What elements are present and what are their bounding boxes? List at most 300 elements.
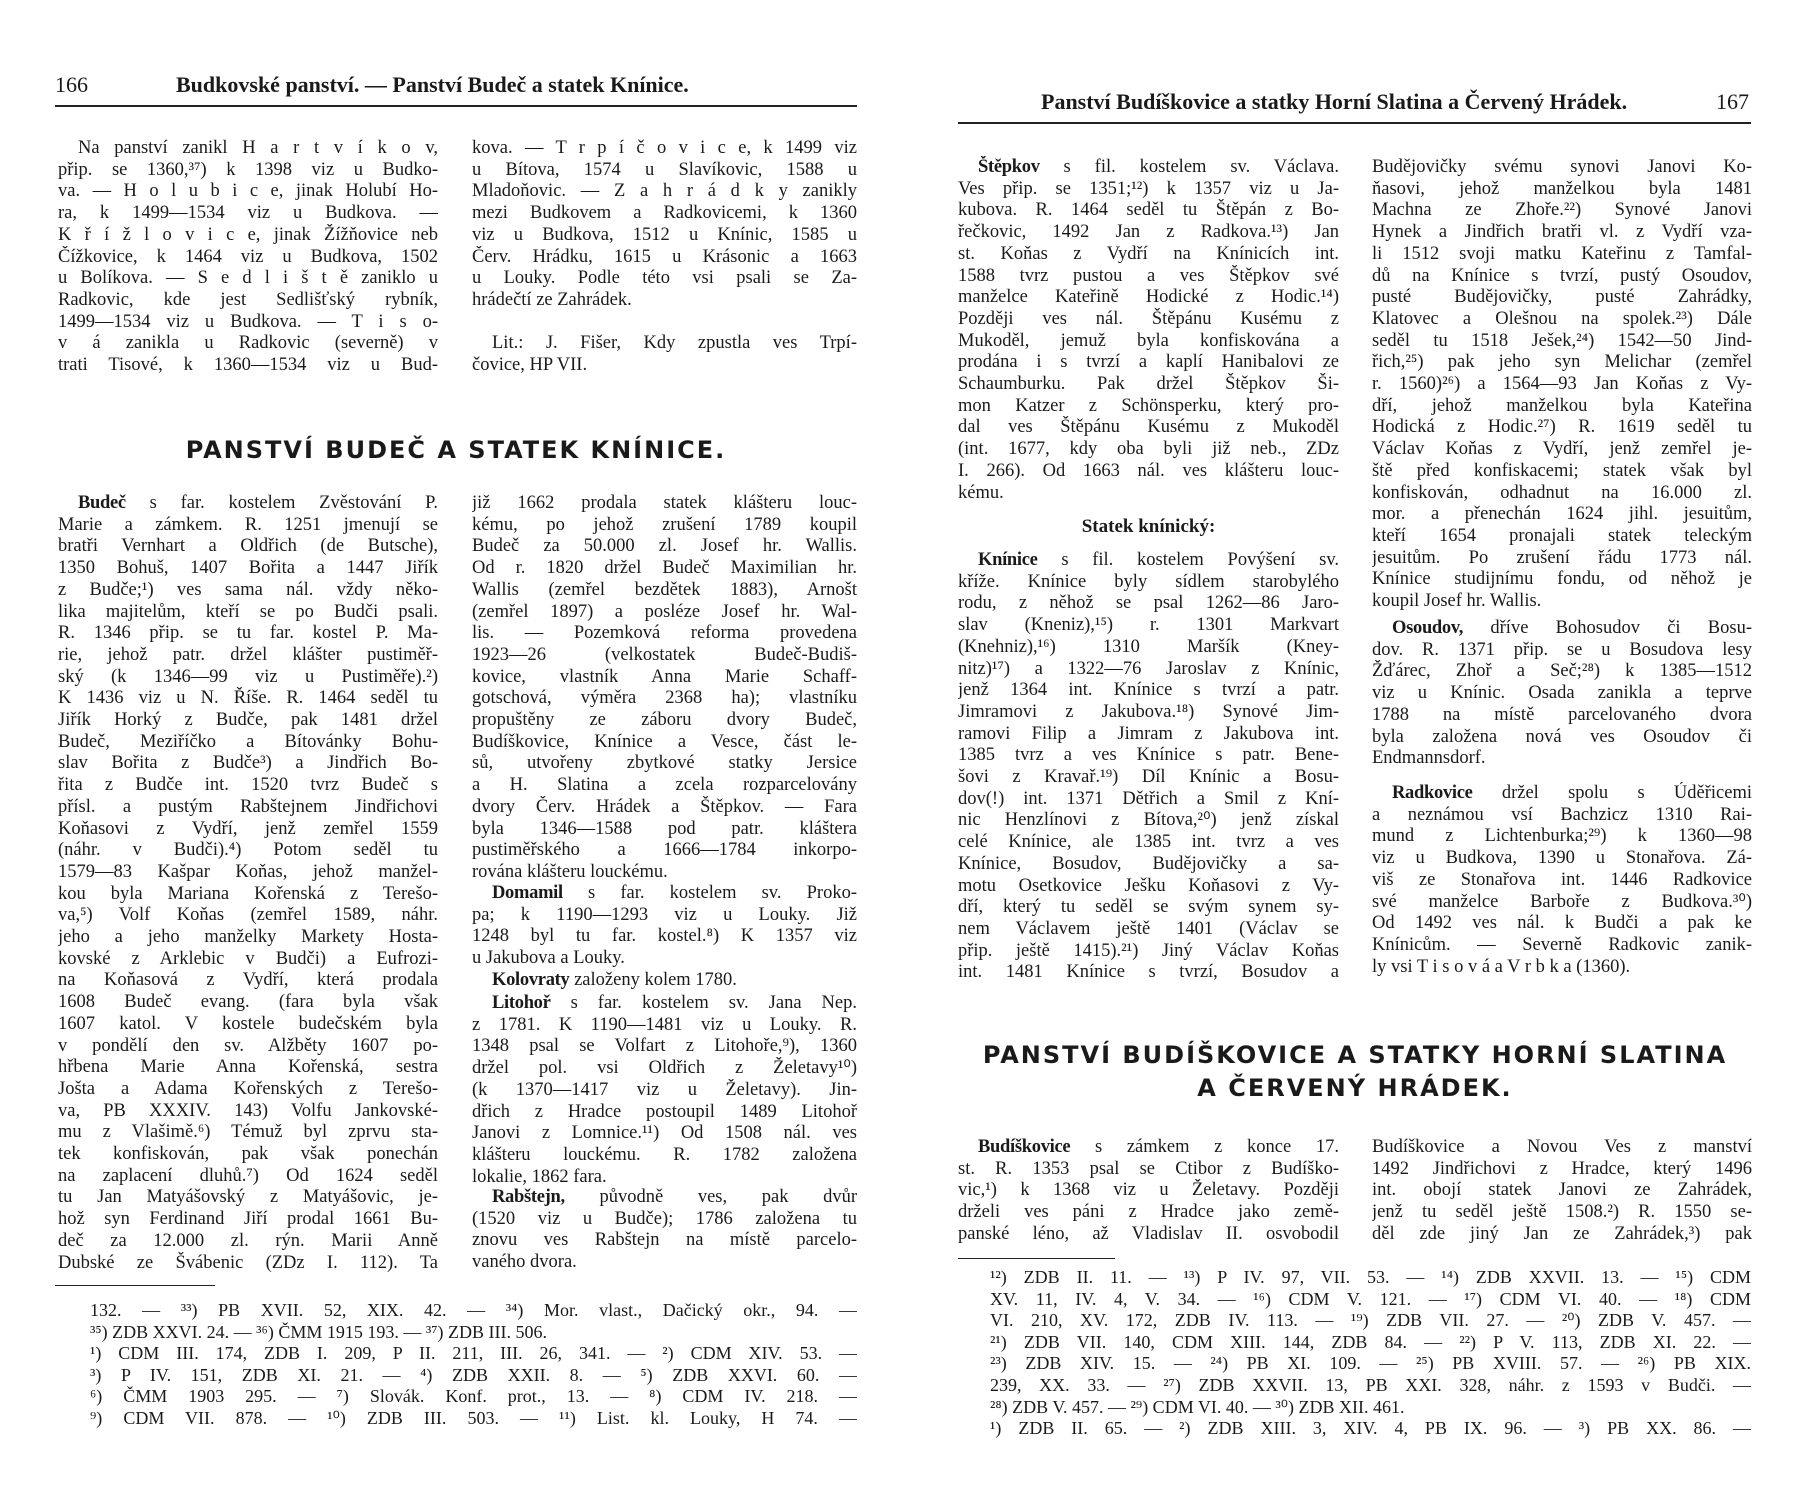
header-rule-right	[958, 122, 1751, 124]
text-line	[1372, 308, 1752, 330]
text-line	[958, 853, 1339, 875]
line-text: Budeč za 50.000 zl. Josef hr. Wallis.	[472, 536, 857, 557]
line-text: Knínice studijnímu fondu, od něhož je	[1372, 569, 1752, 590]
line-text: drželi ves páni z Hradce jako země-	[958, 1202, 1339, 1223]
text-line	[1372, 782, 1752, 804]
text-line	[1372, 1179, 1752, 1201]
text-line	[472, 644, 857, 666]
text-line	[958, 614, 1339, 636]
text-line	[958, 1158, 1339, 1180]
text-line	[958, 482, 1339, 504]
line-text: u Bolíkova. — S e d l i š t ě zaniklo u	[58, 268, 438, 289]
text-line	[958, 636, 1339, 658]
text-line	[1372, 482, 1752, 504]
page-number-right: 167	[1716, 89, 1749, 114]
footnote-line: VI. 210, XV. 172, ZDB IV. 113. — ¹⁹) ZDB VII. 27. — ²⁰) ZDB V. 457. —	[990, 1310, 1751, 1331]
line-text: hož syn Ferdinand Jiří prodal 1661 Bu-	[58, 1209, 438, 1230]
text-line	[1372, 199, 1752, 221]
line-text: přip. se 1360,³⁷) k 1398 viz u Budko-	[58, 159, 438, 180]
line-text: kteří 1654 pronajali statek teleckým	[1372, 525, 1752, 546]
footnote-line: ⁹) CDM VII. 878. — ¹⁰) ZDB III. 503. — ¹¹) List. kl. Louky, H 74. —	[90, 1408, 857, 1428]
text-line	[1372, 1201, 1752, 1223]
text-line	[58, 904, 438, 926]
text-line	[1372, 351, 1752, 373]
line-text: (int. 1677, kdy oba byli již neb., ZDz	[958, 439, 1339, 460]
text-line	[58, 1056, 438, 1078]
text-line	[58, 224, 438, 246]
text-line	[58, 492, 438, 514]
text-line	[958, 744, 1339, 766]
line-text: Václav Koňas z Vydří, jenž zemřel je-	[1372, 439, 1752, 460]
line-text: Jimramovi z Jakubova.¹⁸) Synové Jim-	[958, 701, 1339, 722]
line-text: vaného dvora.	[472, 1252, 577, 1273]
text-line	[472, 925, 857, 947]
footnote-line: XV. 11, IV. 4, V. 34. — ¹⁶) CDM V. 121. — ¹⁷) CDM VI. 40. — ¹⁸) CDM	[990, 1288, 1751, 1309]
text-line	[472, 289, 857, 311]
text-line	[958, 961, 1339, 983]
text-line	[958, 156, 1339, 178]
text-line	[1372, 460, 1752, 482]
text-line	[58, 1252, 438, 1274]
line-text: s far. kostelem sv. Proko-	[588, 883, 857, 903]
text-line	[958, 549, 1339, 571]
line-text: Mladoňovic. — Z a h r á d k y zanikly	[472, 181, 857, 202]
text-line	[58, 289, 438, 311]
text-line	[958, 1179, 1339, 1201]
text-line	[58, 969, 438, 991]
line-text: dří, jehož manželkou byla Kateřina	[1372, 395, 1752, 416]
text-line	[1372, 825, 1752, 847]
entry-heading: Domamil	[492, 883, 563, 903]
line-text: Ves přip. se 1351;¹²) k 1357 viz u Ja-	[958, 178, 1339, 199]
line-text: své manželce Barboře z Budkova.³⁰)	[1372, 891, 1752, 912]
line-text: šovi z Kravař.¹⁹) Díl Knínic a Bosu-	[958, 767, 1339, 787]
line-text: původně ves, pak dvůr	[599, 1187, 857, 1207]
text-line	[58, 1230, 438, 1252]
line-text: dřich z Hradce postoupil 1489 Litohoř	[472, 1101, 857, 1122]
line-text: Od 1492 ves nál. k Budči a pak ke	[1372, 913, 1752, 934]
line-text: znovu ves Rabštejn na místě parcelo-	[472, 1230, 857, 1251]
text-line	[958, 918, 1339, 940]
line-text: s far. kostelem sv. Jana Nep.	[570, 993, 857, 1013]
line-text: va. — H o l u b i c e, jinak Holubí Ho-	[58, 181, 438, 202]
line-text: bratři Vernhart a Oldřich (de Butsche),	[58, 536, 438, 557]
line-text: mon Katzer z Schönsperku, který pro-	[958, 395, 1339, 416]
line-text: gotschová, výměra 2368 ha); vlastníku	[472, 688, 857, 709]
text-line	[58, 311, 438, 333]
text-line	[472, 666, 857, 688]
text-line	[58, 1100, 438, 1122]
text-line	[472, 839, 857, 861]
line-text: lika majitelům, kteří se po Budči psali.	[58, 601, 438, 622]
line-text: Koňasovi z Vydří, jenž zemřel 1559	[58, 818, 438, 839]
text-line	[472, 752, 857, 774]
line-text: hřbena Marie Anna Kořenská, sestra	[58, 1057, 438, 1078]
text-line	[1372, 869, 1752, 891]
line-text: hrádečtí ze Zahrádek.	[472, 289, 632, 310]
text-line	[958, 1223, 1339, 1245]
text-line	[1372, 682, 1752, 704]
line-text: lis. — Pozemková reforma provedena	[472, 623, 857, 644]
text-line	[958, 831, 1339, 853]
line-text: Budeč, Meziříčko a Bítovánky Bohu-	[58, 731, 438, 752]
text-line	[472, 969, 857, 991]
footnote-line: ²¹) ZDB VII. 140, CDM XIII. 144, ZDB 84. — ²²) P V. 113, ZDB XI. 22. —	[990, 1331, 1751, 1352]
text-line	[58, 731, 438, 753]
line-text: Budíškovice, Knínice a Vesce, část le-	[472, 731, 857, 752]
line-text: děl zde jiný Jan ze Zahrádek,³) pak	[1372, 1223, 1752, 1244]
line-text: I. 266). Od 1663 nál. ves klášteru louc-	[958, 460, 1339, 481]
line-text: Schaumburku. Pak držel Štěpkov Ši-	[958, 374, 1339, 394]
line-text: Klatovec a Olešnou na spolek.²³) Dále	[1372, 308, 1752, 329]
text-line	[58, 1121, 438, 1143]
line-text: Endmannsdorf.	[1372, 748, 1486, 769]
text-line	[1372, 847, 1752, 869]
line-text: 1788 na místě parcelovaného dvora	[1372, 704, 1752, 725]
text-line	[958, 875, 1339, 897]
text-line	[1372, 934, 1752, 956]
text-line	[58, 137, 438, 159]
text-line	[472, 1101, 857, 1123]
text-line	[58, 622, 438, 644]
line-text: 1607 katol. V kostele budečském byla	[58, 1013, 438, 1034]
footnote-line: ⁶) ČMM 1903 295. — ⁷) Slovák. Konf. prot., 13. — ⁸) CDM IV. 218. —	[90, 1386, 857, 1407]
line-text: Později ves nál. Štěpánu Kusému z	[958, 308, 1339, 329]
text-line	[58, 1208, 438, 1230]
text-line	[1372, 156, 1752, 178]
text-line	[472, 687, 857, 709]
text-line	[472, 1186, 857, 1208]
line-text: dů na Knínice s tvrzí, pustý Osoudov,	[1372, 265, 1752, 286]
text-line	[1372, 547, 1752, 569]
text-line	[958, 416, 1339, 438]
line-text: Knínicům. — Severně Radkovic zanik-	[1372, 934, 1752, 955]
text-line	[1372, 956, 1752, 978]
line-text: (náhr. v Budči).⁴) Potom seděl tu	[58, 840, 438, 861]
text-line	[472, 1035, 857, 1057]
text-line	[472, 1079, 857, 1101]
line-text: přip. ještě 1415).²¹) Jiný Václav Koňas	[958, 940, 1339, 961]
text-line	[58, 601, 438, 623]
line-text: mund z Lichtenburka;²⁹) k 1360—98	[1372, 826, 1752, 847]
text-line	[1372, 178, 1752, 200]
line-text: prodána i s tvrzí a kaplí Hanibalovi ze	[958, 352, 1339, 373]
line-text: jesuitům. Po zrušení řádu 1773 nál.	[1372, 547, 1752, 568]
entry-heading: Radkovice	[1392, 783, 1473, 803]
text-line	[472, 1208, 857, 1230]
line-text: Radkovic, kde jest Sedlišťský rybník,	[58, 289, 438, 310]
footnote-line: ³) P IV. 151, ZDB XI. 21. — ⁴) ZDB XXII. 8. — ⁵) ZDB XXVI. 60. —	[90, 1364, 857, 1385]
footnote-line: ¹²) ZDB II. 11. — ¹³) P IV. 97, VII. 53. — ¹⁴) ZDB XXVII. 13. — ¹⁵) CDM	[990, 1267, 1751, 1287]
line-text: 1608 Budeč evang. (fara byla však	[58, 992, 438, 1013]
line-text: int. 1481 Knínice s tvrzí, Bosudov a	[958, 962, 1339, 983]
line-text: seděl tu 1518 Ješek,²⁴) 1542—50 Jind-	[1372, 330, 1752, 351]
text-line	[472, 818, 857, 840]
text-line	[472, 1144, 857, 1166]
line-text: Knínice, Bosudov, Budějovičky a sa-	[958, 853, 1339, 874]
text-line	[58, 1035, 438, 1057]
line-text: mezi Budkovem a Radkovicemi, k 1360	[472, 203, 857, 224]
line-text: založeny kolem 1780.	[574, 970, 737, 990]
line-text: v á zanikla u Radkovic (severně) v	[58, 333, 438, 354]
text-line	[58, 839, 438, 861]
line-text: kříže. Knínice byly sídlem starobylého	[958, 571, 1339, 592]
text-line	[958, 679, 1339, 701]
line-text: deč za 12.000 zl. rýn. Marii Anně	[58, 1230, 438, 1251]
text-line	[1372, 373, 1752, 395]
text-line	[1372, 286, 1752, 308]
line-text: propuštěny ze záboru dvory Budeč,	[472, 710, 857, 730]
line-text: R. 1346 přip. se tu far. kostel P. Ma-	[58, 623, 438, 644]
text-line	[958, 592, 1339, 614]
text-line	[472, 947, 857, 969]
footnote-rule-left	[55, 1285, 215, 1286]
text-line	[1372, 330, 1752, 352]
text-line	[1372, 747, 1752, 769]
text-line	[58, 557, 438, 579]
text-line	[58, 535, 438, 557]
text-line	[472, 246, 857, 268]
line-text: viz u Budkova, 1390 u Stonařova. Zá-	[1372, 848, 1752, 869]
text-line	[1372, 243, 1752, 265]
text-line	[58, 1013, 438, 1035]
line-text: držel spolu s Úděřicemi	[1501, 783, 1752, 803]
text-line	[958, 330, 1339, 352]
line-text: rována klášteru louckému.	[472, 861, 668, 882]
text-line	[1372, 660, 1752, 682]
line-text: kému, po jehož zrušení 1789 koupil	[472, 514, 857, 535]
line-text: Mukoděl, jemuž byla konfiskována a	[958, 330, 1339, 351]
line-text: konfiskován, odhadnut na 16.000 zl.	[1372, 482, 1752, 503]
subheading-statek-kninicky: Statek knínický:	[1081, 516, 1216, 537]
text-line	[58, 796, 438, 818]
line-text: Jiřík Horký z Budče, pak 1481 držel	[58, 710, 438, 730]
text-line	[472, 731, 857, 753]
entry-heading: Litohoř	[492, 993, 551, 1013]
text-line	[58, 514, 438, 536]
line-text: K 1436 viz u N. Říše. R. 1464 seděl tu	[58, 688, 438, 709]
text-line	[58, 180, 438, 202]
text-line	[58, 752, 438, 774]
line-text: Hodická z Hodic.²⁷) R. 1619 seděl tu	[1372, 417, 1752, 438]
line-text: st. R. 1353 psal se Ctibor z Budíško-	[958, 1158, 1339, 1179]
line-text: dov. R. 1371 přip. se u Bosudova lesy	[1372, 639, 1752, 660]
line-text: a neznámou vsí Bachzicz 1310 Rai-	[1372, 804, 1752, 825]
text-line	[58, 246, 438, 268]
line-text: přísl. a pustým Rabštejnem Jindřichovi	[58, 796, 438, 817]
line-text: ňasovi, jehož manželkou byla 1481	[1372, 178, 1752, 199]
line-text: koupil Josef hr. Wallis.	[1372, 591, 1542, 611]
line-text: řita z Budče int. 1520 tvrz Budeč s	[58, 775, 438, 796]
text-line	[58, 267, 438, 289]
line-text: ský (k 1346—99 viz u Pustiměře).²)	[58, 666, 438, 687]
line-text: pustiměřského a 1666—1784 inkorpo-	[472, 840, 857, 861]
text-line	[958, 351, 1339, 373]
line-text: (k 1370—1417 viz u Želetavy). Jin-	[472, 1079, 857, 1100]
text-line	[58, 883, 438, 905]
text-line	[58, 644, 438, 666]
text-line	[1372, 1158, 1752, 1180]
line-text: kou byla Mariana Kořenská z Terešo-	[58, 883, 438, 904]
line-text: rie, jehož patr. držel klášter pustiměř-	[58, 644, 438, 665]
text-line	[958, 265, 1339, 287]
line-text: tu Jan Matyášovský z Matyášovic, je-	[58, 1187, 438, 1208]
text-line	[58, 1165, 438, 1187]
line-text: Žďárec, Zhoř a Seč;²⁸) k 1385—1512	[1372, 661, 1752, 682]
line-text: Machna ze Zhoře.²²) Synové Janovi	[1372, 200, 1752, 221]
section-heading-budec: PANSTVÍ BUDEČ A STATEK KNÍNICE.	[185, 436, 727, 464]
line-text: K ř í ž l o v i c e, jinak Žížňovice neb	[58, 224, 438, 245]
line-text: ra, k 1499—1534 viz u Budkova. —	[58, 203, 438, 224]
line-text: dří, který tu seděl se svým synem sy-	[958, 897, 1339, 918]
line-text: kovice, vlastník Anna Marie Schaff-	[472, 666, 857, 687]
text-line	[958, 178, 1339, 200]
text-line	[58, 354, 438, 376]
line-text: r. 1560)²⁶) a 1564—93 Jan Koňas z Vy-	[1372, 374, 1752, 394]
entry-heading: Štěpkov	[978, 157, 1040, 177]
text-line	[58, 1078, 438, 1100]
text-line	[958, 243, 1339, 265]
line-text: (zemřel 1897) a posléze Josef hr. Wal-	[472, 601, 857, 622]
line-text: Červ. Hrádku, 1615 u Krásonic a 1663	[472, 246, 857, 267]
text-line	[958, 438, 1339, 460]
text-line	[58, 202, 438, 224]
text-line	[472, 514, 857, 536]
running-head-right: Panství Budíškovice a statky Horní Slatina a Červený Hrádek.	[1041, 89, 1628, 114]
text-line	[958, 701, 1339, 723]
line-text: jeho a jeho manželky Markety Hosta-	[58, 927, 438, 947]
line-text: klášteru louckému. R. 1782 založena	[472, 1144, 857, 1165]
line-text: 1923—26 (velkostatek Budeč-Budiš-	[472, 644, 857, 665]
text-line	[472, 557, 857, 579]
text-line	[958, 373, 1339, 395]
line-text: dříve Bohosudov či Bosu-	[1490, 618, 1752, 638]
line-text: viz u Budkova, 1512 u Knínic, 1585 u	[472, 224, 857, 245]
text-line	[58, 774, 438, 796]
line-text: sů, utvořeny zbytkové statky Jersice	[472, 753, 857, 774]
text-line	[1372, 891, 1752, 913]
line-text: s zámkem z konce 17.	[1094, 1137, 1339, 1157]
line-text: u Jakubova a Louky.	[472, 948, 625, 969]
text-line	[472, 861, 857, 883]
line-text: z Budče;¹) ves sama nál. vždy něko-	[58, 579, 438, 600]
text-line	[1372, 568, 1752, 590]
line-text: Lit.: J. Fišer, Kdy zpustla ves Trpí-	[492, 333, 857, 353]
text-line	[472, 137, 857, 159]
line-text: kovské z Arklebic v Budči) a Eufrozi-	[58, 948, 438, 969]
text-line	[1372, 1223, 1752, 1245]
line-text: kova. — T r p í č o v i c e, k 1499 viz	[472, 138, 857, 158]
line-text: s fil. kostelem Povýšení sv.	[1061, 550, 1339, 570]
text-line	[958, 1201, 1339, 1223]
line-text: ště před konfiskacemi; statek však byl	[1372, 460, 1752, 481]
line-text: a H. Slatina a zcela rozparcelovány	[472, 775, 857, 796]
line-text: mu z Vlašimě.⁶) Témuž byl zprvu sta-	[58, 1122, 438, 1143]
section-heading-budiskovice-line2: A ČERVENÝ HRÁDEK.	[1197, 1074, 1513, 1102]
text-line	[472, 202, 857, 224]
line-text: celé Knínice, ale 1385 int. tvrz a ves	[958, 832, 1339, 853]
line-text: držel pol. vsi Oldřich z Želetavy¹⁰)	[472, 1058, 857, 1079]
text-line	[472, 1122, 857, 1144]
line-text: motu Osetkovice Ješku Koňasovi z Vy-	[958, 875, 1339, 896]
text-line	[1372, 1136, 1752, 1158]
line-text: va, PB XXXIV. 143) Volfu Jankovské-	[58, 1100, 438, 1121]
line-text: čovice, HP VII.	[472, 354, 588, 375]
line-text: Wallis (zemřel bezdětek 1883), Arnošt	[472, 579, 857, 600]
footnote-line: ²⁸) ZDB V. 457. — ²⁹) CDM VI. 40. — ³⁰) ZDB XII. 461.	[990, 1396, 1405, 1417]
line-text: 1248 byl tu far. kostel.⁸) K 1357 viz	[472, 926, 857, 947]
text-line	[1372, 525, 1752, 547]
text-line	[958, 896, 1339, 918]
text-line	[1372, 726, 1752, 748]
text-line	[58, 666, 438, 688]
text-line	[472, 267, 857, 289]
footnote-line: ²³) ZDB XIV. 15. — ²⁴) PB XI. 109. — ²⁵) PB XVIII. 57. — ²⁶) PB XIX.	[990, 1353, 1751, 1374]
line-text: jenž 1364 int. Knínice s tvrzí a patr.	[958, 680, 1339, 701]
line-text: pusté Budějovičky, pusté Zahrádky,	[1372, 287, 1752, 308]
footnote-line: ³⁵) ZDB XXVI. 24. — ³⁶) ČMM 1915 193. — ³⁷) ZDB III. 506.	[90, 1321, 547, 1342]
line-text: slav Bořita z Budče³) a Jindřich Bo-	[58, 753, 438, 774]
entry-heading: Budíškovice	[978, 1137, 1071, 1157]
line-text: Čížkovice, k 1464 viz u Budkova, 1502	[58, 246, 438, 267]
line-text: dal ves Štěpánu Kusému z Mukoděl	[958, 417, 1339, 438]
line-text: Marie a zámkem. R. 1251 jmenují se	[58, 514, 438, 535]
line-text: slav (Kneniz),¹⁵) r. 1301 Markvart	[958, 615, 1339, 636]
text-line	[1372, 503, 1752, 525]
line-text: 1348 psal se Volfart z Litohoře,⁹), 1360	[472, 1036, 857, 1057]
line-text: vic,¹) k 1368 viz u Želetavy. Později	[958, 1180, 1339, 1201]
footnote-line: 239, XX. 33. — ²⁷) ZDB XXVII. 13, PB XXI. 328, náhr. z 1593 v Budči. —	[990, 1375, 1751, 1395]
text-line	[58, 818, 438, 840]
line-text: mor. a přenechán 1624 jihl. jesuitům,	[1372, 504, 1752, 525]
text-line	[958, 571, 1339, 593]
line-text: nem Václavem ještě 1401 (Václav se	[958, 918, 1339, 939]
line-text: byla 1346—1588 pod patr. kláštera	[472, 818, 857, 839]
page-number-left: 166	[55, 72, 88, 97]
text-line	[58, 1143, 438, 1165]
line-text: pa; k 1190—1293 viz u Louky. Již	[472, 904, 857, 925]
text-line	[1372, 704, 1752, 726]
line-text: již 1662 prodala statek klášteru louc-	[472, 493, 857, 513]
line-text: z 1781. K 1190—1481 viz u Louky. R.	[472, 1014, 857, 1035]
text-line	[472, 622, 857, 644]
line-text: Budíškovice a Novou Ves z manství	[1372, 1137, 1752, 1157]
line-text: nitz)¹⁷) a 1322—76 Jaroslav z Knínic,	[958, 658, 1339, 679]
text-line	[958, 199, 1339, 221]
text-line	[958, 460, 1339, 482]
line-text: dvory Červ. Hrádek a Štěpkov. — Fara	[472, 796, 857, 817]
line-text: jenž tu seděl ještě 1508.²) R. 1550 se-	[1372, 1202, 1752, 1223]
line-text: manželce Kateřině Hodické z Hodic.¹⁴)	[958, 287, 1339, 308]
text-line	[58, 687, 438, 709]
line-text: rodu, z něhož se psal 1262—86 Jaro-	[958, 593, 1339, 614]
text-line	[58, 579, 438, 601]
text-line	[1372, 617, 1752, 639]
line-text: ramovi Filip a Jimram z Jakubova int.	[958, 723, 1339, 744]
line-text: řečkovic, 1492 Jan z Radkova.¹³) Jan	[958, 222, 1339, 243]
text-line	[958, 940, 1339, 962]
line-text: řich,²⁵) pak jeho syn Melichar (zemřel	[1372, 352, 1752, 373]
footnote-rule-right	[958, 1258, 1115, 1259]
line-text: lokalie, 1862 fara.	[472, 1166, 607, 1187]
line-text: nic Henzlínovi z Bítova,²⁰) jenž získal	[958, 810, 1339, 831]
line-text: kému.	[958, 482, 1004, 503]
text-line	[472, 332, 857, 354]
text-line	[472, 1229, 857, 1251]
text-line	[1372, 590, 1752, 612]
text-line	[1372, 804, 1752, 826]
text-line	[58, 332, 438, 354]
